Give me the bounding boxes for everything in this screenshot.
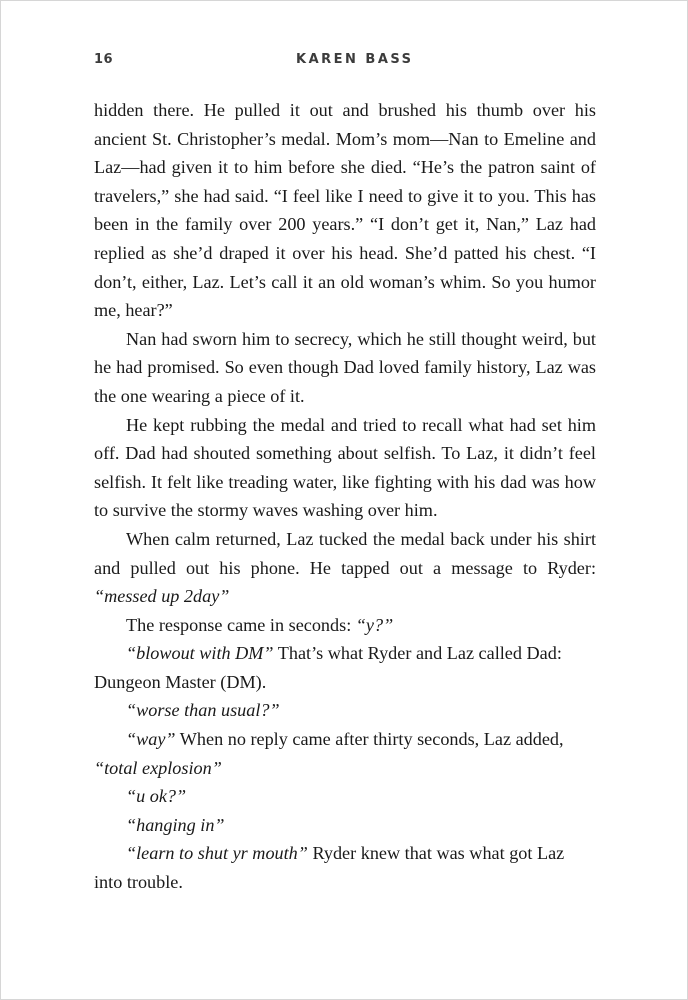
running-head-author: KAREN BASS: [296, 52, 414, 67]
paragraph: [94, 782, 596, 811]
paragraph-text: When no reply came after thirty seconds, Laz added,: [175, 729, 564, 750]
paragraph-text: Nan had sworn him to secrecy, which he still thought weird, but he had promised. So even though Dad loved family history, Laz was the one wearing a piece of it.: [94, 328, 596, 406]
text-message: “messed up 2day”: [94, 586, 230, 607]
text-message: “learn to shut yr mouth”: [126, 843, 308, 864]
paragraph: [94, 525, 596, 611]
paragraph: [94, 696, 596, 725]
text-message: “total explosion”: [94, 757, 222, 778]
book-page-body: [94, 96, 596, 897]
paragraph: [94, 325, 596, 411]
text-message: “worse than usual?”: [126, 700, 280, 721]
paragraph: [94, 811, 596, 840]
page-number: 16: [94, 52, 114, 67]
paragraph: [94, 725, 596, 782]
paragraph-text: Ryder knew that was what got Laz into trouble.: [94, 843, 565, 893]
paragraph-text: That’s what Ryder and Laz called Dad: Dungeon Master (DM).: [94, 643, 562, 692]
text-message: “u ok?”: [126, 786, 187, 807]
paragraph-text: hidden there. He pulled it out and brushed his thumb over his ancient St. Christopher’s medal. Mom’s mom—Nan to Emeline and Laz—had given it to him before she died. “He’s the patron saint of travelers,” she had said. “I feel like I need to give it to you. This has been in the family over 200 years.” “I don’t get it, Nan,” Laz had replied as she’d draped it over his head. She’d patted his chest. “I don’t, either, Laz. Let’s call it an old woman’s whim. So you humor me, hear?”: [94, 100, 596, 321]
paragraph: [94, 611, 596, 640]
paragraph: [94, 639, 596, 696]
page-header: [94, 52, 594, 72]
text-message: “way”: [126, 729, 176, 750]
text-message: “hanging in”: [126, 814, 225, 835]
paragraph-text: He kept rubbing the medal and tried to recall what had set him off. Dad had shouted something about selfish. To Laz, it didn’t feel selfish. It felt like treading water, like fighting with his dad was how to survive the stormy waves washing over him.: [94, 414, 596, 521]
text-message: “y?”: [355, 614, 394, 635]
paragraph: [94, 96, 596, 325]
paragraph: [94, 411, 596, 525]
paragraph: [94, 839, 596, 896]
paragraph-text: When calm returned, Laz tucked the medal back under his shirt and pulled out his phone. He tapped out a message to Ryder:: [94, 528, 596, 578]
text-message: “blowout with DM”: [126, 643, 274, 664]
paragraph-text: The response came in seconds:: [126, 614, 356, 635]
